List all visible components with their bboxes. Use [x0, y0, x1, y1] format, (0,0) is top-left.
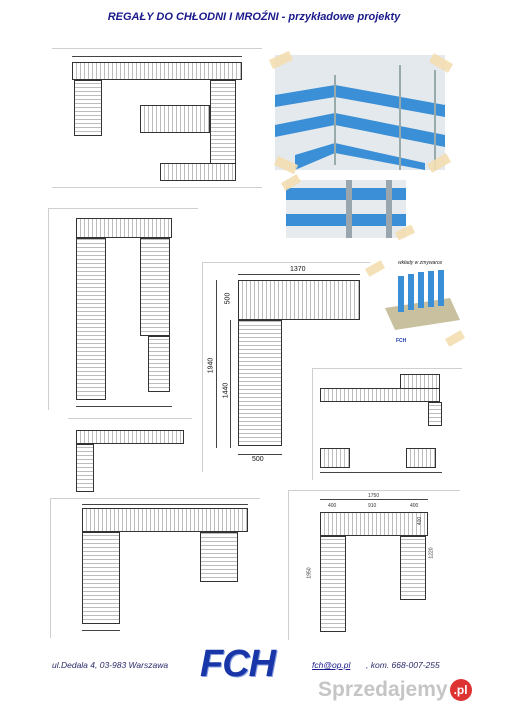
shelf [320, 388, 440, 402]
dim-height-total: 1940 [207, 357, 215, 374]
drawing-2 [48, 208, 198, 410]
drawing-6-u-layout [288, 490, 460, 640]
watermark-text: Sprzedajemy [318, 678, 448, 701]
page-title: REGAŁY DO CHŁODNI I MROŹNI - przykładowe projekty [107, 11, 401, 23]
dim-right-height: 1220 [428, 547, 435, 559]
shelf [76, 430, 184, 444]
shelf [140, 238, 170, 336]
shelf [400, 536, 426, 600]
footer-phone: , kom. 668-007-255 [366, 660, 440, 670]
shelf [210, 80, 236, 168]
drawing-5 [68, 418, 192, 498]
watermark-badge: .pl [450, 679, 472, 701]
footer-email-link[interactable]: fch@op.pl [312, 660, 351, 670]
fch-logo: FCH [200, 643, 276, 685]
shelf [320, 536, 346, 632]
shelf [320, 448, 350, 468]
shelf [74, 80, 102, 136]
shelf [428, 402, 442, 426]
shelf [148, 336, 170, 392]
dim-total-width: 1750 [368, 493, 380, 499]
shelf [72, 62, 242, 80]
cold-room-shelving-photo [275, 55, 445, 170]
shelving-illustration [275, 55, 445, 170]
shelf [76, 444, 94, 492]
shelf [82, 532, 120, 624]
footer-address: ul.Dedala 4, 03-983 Warszawa [52, 660, 169, 670]
shelf-detail-illustration [286, 180, 406, 238]
shelf [76, 218, 172, 238]
shelf [320, 512, 428, 536]
dim-width-top: 1370 [290, 266, 306, 273]
drawing-7 [50, 498, 260, 638]
inset-brand: FCH [396, 338, 407, 344]
dim-height-lower: 1440 [222, 382, 230, 399]
dim-width-bottom: 500 [252, 456, 264, 463]
shelf [238, 280, 360, 320]
dim-depth-top: 500 [224, 292, 232, 305]
shelf [406, 448, 436, 468]
shelf [238, 320, 282, 446]
shelf [82, 508, 248, 532]
shelf [76, 238, 106, 400]
shelf-detail-photo [286, 180, 406, 238]
watermark [318, 678, 472, 702]
dim-left-width: 400 [328, 503, 337, 509]
shelf [140, 105, 210, 133]
drawing-4 [312, 368, 462, 480]
drawing-1 [52, 48, 262, 188]
inset-caption: wkłady w zmywarce [398, 260, 443, 266]
shelf [200, 532, 238, 582]
dim-right-width: 400 [410, 503, 419, 509]
dim-total-height: 1950 [306, 567, 313, 579]
shelf [160, 163, 236, 181]
dim-mid-width: 910 [368, 503, 377, 509]
dim-right-top-height: 400 [417, 516, 424, 526]
